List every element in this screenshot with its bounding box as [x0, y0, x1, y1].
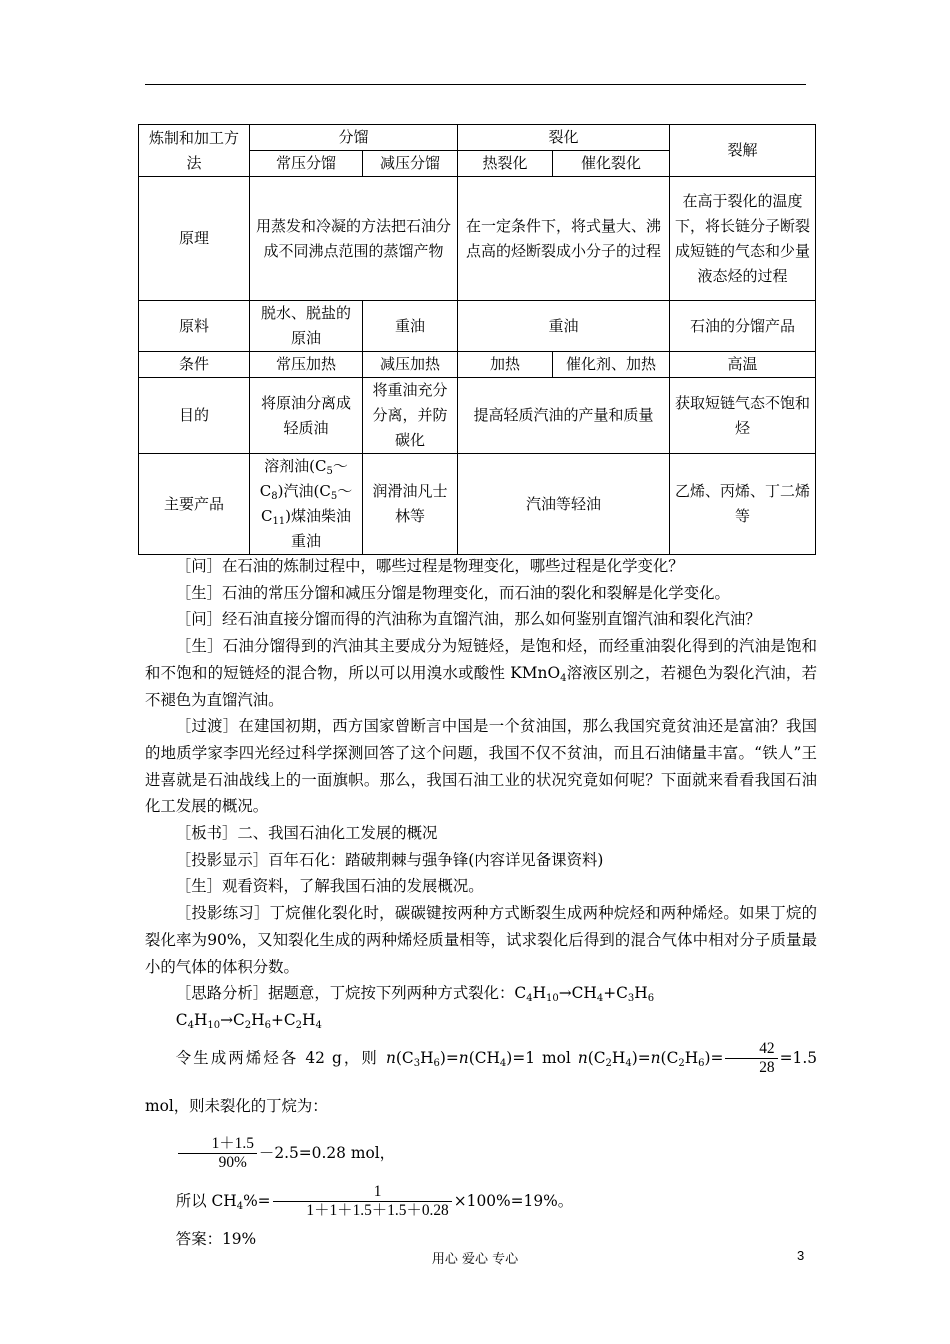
- subscript: 6: [698, 1057, 705, 1069]
- n-symbol: n: [650, 1048, 661, 1067]
- h-letter: H: [684, 1048, 699, 1067]
- products-atm: [250, 454, 363, 555]
- subscript: 10: [545, 993, 559, 1005]
- let-a: 令生成两烯烃各 42 g，则: [175, 1048, 386, 1067]
- condition-atm: 常压加热: [250, 352, 363, 378]
- let-line: [145, 1034, 817, 1130]
- kmno4: [510, 664, 566, 682]
- result-line: [145, 1176, 817, 1226]
- subscript: 5: [330, 491, 338, 502]
- h-letter: H: [251, 1010, 265, 1029]
- h-letter: H: [532, 984, 546, 1003]
- header-vac-distill: 减压分馏: [363, 151, 458, 177]
- condition-catalytic: 催化剂、加热: [553, 352, 670, 378]
- fraction-denominator: 90%: [178, 1153, 257, 1172]
- h-letter: H: [634, 984, 648, 1003]
- paren: (: [587, 1048, 594, 1067]
- equation-1: [514, 984, 655, 1005]
- analysis: [145, 980, 817, 1007]
- c-letter: C: [233, 1010, 245, 1029]
- percent-eq: %=: [243, 1191, 271, 1210]
- subscript: 4: [499, 1057, 507, 1069]
- subscript: 10: [207, 1019, 221, 1031]
- material-vac: 重油: [363, 301, 458, 352]
- c-letter: C: [593, 1048, 606, 1067]
- condition-thermal: 加热: [458, 352, 553, 378]
- principle-fractionation: 用蒸发和冷凝的方法把石油分成不同沸点范围的蒸馏产物: [250, 177, 458, 301]
- purpose-cracking: 提高轻质汽油的产量和质量: [458, 378, 670, 454]
- unreacted-line: [145, 1130, 817, 1176]
- h-letter: H: [420, 1048, 434, 1067]
- after-fraction: －2.5=0.28 mol，: [258, 1143, 396, 1162]
- subscript: 2: [244, 1019, 252, 1031]
- board-note: ［板书］二、我国石油化工发展的概况: [175, 824, 438, 843]
- n-symbol: n: [458, 1048, 469, 1067]
- subscript: 2: [678, 1057, 685, 1069]
- material-atm: 脱水、脱盐的原油: [250, 301, 363, 352]
- h-letter: H: [302, 1010, 316, 1029]
- so-text: 所以: [175, 1191, 212, 1210]
- purpose-vac: 将重油充分分离，并防碳化: [363, 378, 458, 454]
- paren: (: [468, 1048, 475, 1067]
- paren: ): [506, 1048, 513, 1067]
- fraction-denominator: 1＋1＋1.5＋1.5＋0.28: [273, 1201, 452, 1220]
- material-pyrolysis: 石油的分馏产品: [670, 301, 816, 352]
- after-fraction: ×100%=19%。: [453, 1191, 574, 1210]
- answer-2: [145, 633, 817, 713]
- projection-note: ［投影显示］百年石化：踏破荆棘与强争锋(内容详见备课资料): [175, 850, 604, 869]
- ch-text: CH: [571, 984, 597, 1003]
- subscript: 4: [315, 1019, 322, 1031]
- products-cracking: 汽油等轻油: [458, 454, 670, 555]
- c-letter: C: [401, 1048, 414, 1067]
- header-catalytic: 催化裂化: [553, 151, 670, 177]
- c-letter: C: [666, 1048, 679, 1067]
- condition-vac: 减压加热: [363, 352, 458, 378]
- c-letter: C: [616, 984, 628, 1003]
- refining-table: [138, 124, 816, 555]
- c-letter: C: [514, 984, 527, 1003]
- fraction-unreacted: [178, 1135, 257, 1172]
- tilde: ～: [337, 482, 353, 500]
- plus: +: [603, 984, 617, 1003]
- header-rule: [145, 84, 806, 85]
- paren: ): [439, 1048, 446, 1067]
- student-note: ［生］观看资料，了解我国石油的发展概况。: [175, 877, 484, 896]
- question-1: ［问］在石油的炼制过程中，哪些过程是物理变化，哪些过程是化学变化？: [175, 557, 684, 575]
- row-material-label: 原料: [139, 301, 250, 352]
- header-cracking: 裂化: [458, 125, 670, 151]
- answer: 答案：19%: [175, 1229, 257, 1248]
- arrow: →: [558, 984, 572, 1003]
- row-principle-label: 原理: [139, 177, 250, 301]
- subscript: 6: [647, 993, 655, 1005]
- fraction-result: [273, 1183, 452, 1220]
- equals: =: [445, 1048, 459, 1067]
- paren: (: [660, 1048, 667, 1067]
- question-2: ［问］经石油直接分馏而得的汽油称为直馏汽油，那么如何鉴别直馏汽油和裂化汽油？: [175, 610, 761, 629]
- let-c: =1.5 mol，则未裂化的丁烷为：: [145, 1048, 817, 1115]
- subscript: 4: [625, 1057, 632, 1069]
- purpose-pyrolysis: 获取短链气态不饱和烃: [670, 378, 816, 454]
- ch-text: CH: [211, 1191, 237, 1210]
- fraction-42-28: [725, 1040, 777, 1077]
- footer-slogan: 用心 爱心 专心: [431, 1252, 519, 1267]
- c-letter: C: [259, 482, 272, 500]
- row-products-label: 主要产品: [139, 454, 250, 555]
- transition: ［过渡］在建国初期，西方国家曾断言中国是一个贫油国，那么我国究竟贫油还是富油？我国的地质学家李四光经过科学探测回答了这个问题，我国不仅不贫油，而且石油储量丰富。“铁人”王进喜就是石油战线上的一面旗帜。那么，我国石油工业的状况究竟如何呢？下面就来看看我国石油化工发展的概况。: [145, 717, 817, 816]
- fraction-numerator: 1＋1.5: [211, 1135, 254, 1153]
- subscript: 4: [596, 993, 604, 1005]
- paren: (: [395, 1048, 402, 1067]
- plus: +: [270, 1010, 284, 1029]
- subscript: 4: [526, 993, 533, 1005]
- n-symbol: n: [577, 1048, 588, 1067]
- kerosene-text: )煤油柴油重油: [285, 507, 352, 550]
- gasoline-text: )汽油(C: [277, 482, 331, 500]
- subscript: 3: [413, 1057, 421, 1069]
- answer-1: ［生］石油的常压分馏和减压分馏是物理变化，而石油的裂化和裂解是化学变化。: [175, 583, 730, 602]
- c-letter: C: [283, 1010, 296, 1029]
- subscript: 2: [295, 1019, 303, 1031]
- tilde: ～: [332, 457, 348, 475]
- principle-pyrolysis: 在高于裂化的温度下，将长链分子断裂成短链的气态和少量液态烃的过程: [670, 177, 816, 301]
- paren: ): [631, 1048, 638, 1067]
- subscript: 3: [627, 993, 635, 1005]
- header-pyrolysis: 裂解: [670, 125, 816, 177]
- kmno-text: KMnO: [510, 663, 561, 682]
- h-letter: H: [193, 1010, 208, 1029]
- fraction-denominator: 28: [725, 1058, 777, 1077]
- purpose-atm: 将原油分离成轻质油: [250, 378, 363, 454]
- condition-pyrolysis: 高温: [670, 352, 816, 378]
- analysis-text: ［思路分析］据题意，丁烷按下列两种方式裂化：: [175, 984, 515, 1003]
- subscript: 4: [560, 672, 567, 684]
- header-method: 炼制和加工方法: [139, 125, 250, 177]
- row-condition-label: 条件: [139, 352, 250, 378]
- material-cracking: 重油: [458, 301, 670, 352]
- body-text: [145, 553, 817, 1252]
- fraction-numerator: 42: [759, 1040, 775, 1058]
- page-number: 3: [797, 1248, 805, 1263]
- subscript: 8: [271, 491, 278, 502]
- arrow: →: [220, 1010, 234, 1029]
- subscript: 2: [605, 1057, 612, 1069]
- row-purpose-label: 目的: [139, 378, 250, 454]
- subscript: 4: [236, 1200, 244, 1212]
- answer-2-post: 溶液区别之，若褪色为裂化汽油，若不褪色为直馏汽油。: [145, 663, 817, 709]
- n-symbol: n: [385, 1048, 396, 1067]
- products-vac: 润滑油凡士林等: [363, 454, 458, 555]
- ch-text: CH: [474, 1048, 500, 1067]
- h-letter: H: [611, 1048, 626, 1067]
- c-letter: C: [175, 1010, 188, 1029]
- principle-cracking: 在一定条件下，将式量大、沸点高的烃断裂成小分子的过程: [458, 177, 670, 301]
- equals: =: [637, 1048, 651, 1067]
- subscript: 4: [187, 1019, 194, 1031]
- header-fractionation: 分馏: [250, 125, 458, 151]
- header-thermal: 热裂化: [458, 151, 553, 177]
- c-letter: C: [260, 507, 273, 525]
- answer-2-pre: ［生］石油分馏得到的汽油其主要成分为短链烃，是饱和烃，而经重油裂化得到的汽油是饱和和不饱和的短链烃的混合物，所以可以用溴水或酸性: [145, 637, 817, 682]
- solvent-text: 溶剂油(C: [264, 457, 327, 475]
- let-b: =1 mol: [512, 1048, 578, 1067]
- paren: ): [704, 1048, 711, 1067]
- fraction-numerator: 1: [373, 1183, 382, 1201]
- subscript: 6: [264, 1019, 271, 1031]
- equals: =: [710, 1048, 724, 1067]
- subscript: 11: [272, 516, 286, 527]
- equation-2: [145, 1007, 817, 1034]
- products-pyrolysis: 乙烯、丙烯、丁二烯等: [670, 454, 816, 555]
- subscript: 6: [433, 1057, 440, 1069]
- header-atm-distill: 常压分馏: [250, 151, 363, 177]
- exercise: ［投影练习］丁烷催化裂化时，碳碳键按两种方式断裂生成两种烷烃和两种烯烃。如果丁烷的裂化率为90%，又知裂化生成的两种烯烃质量相等，试求裂化后得到的混合气体中相对分子质量最小的气体的体积分数。: [145, 904, 817, 976]
- subscript: 5: [326, 466, 333, 477]
